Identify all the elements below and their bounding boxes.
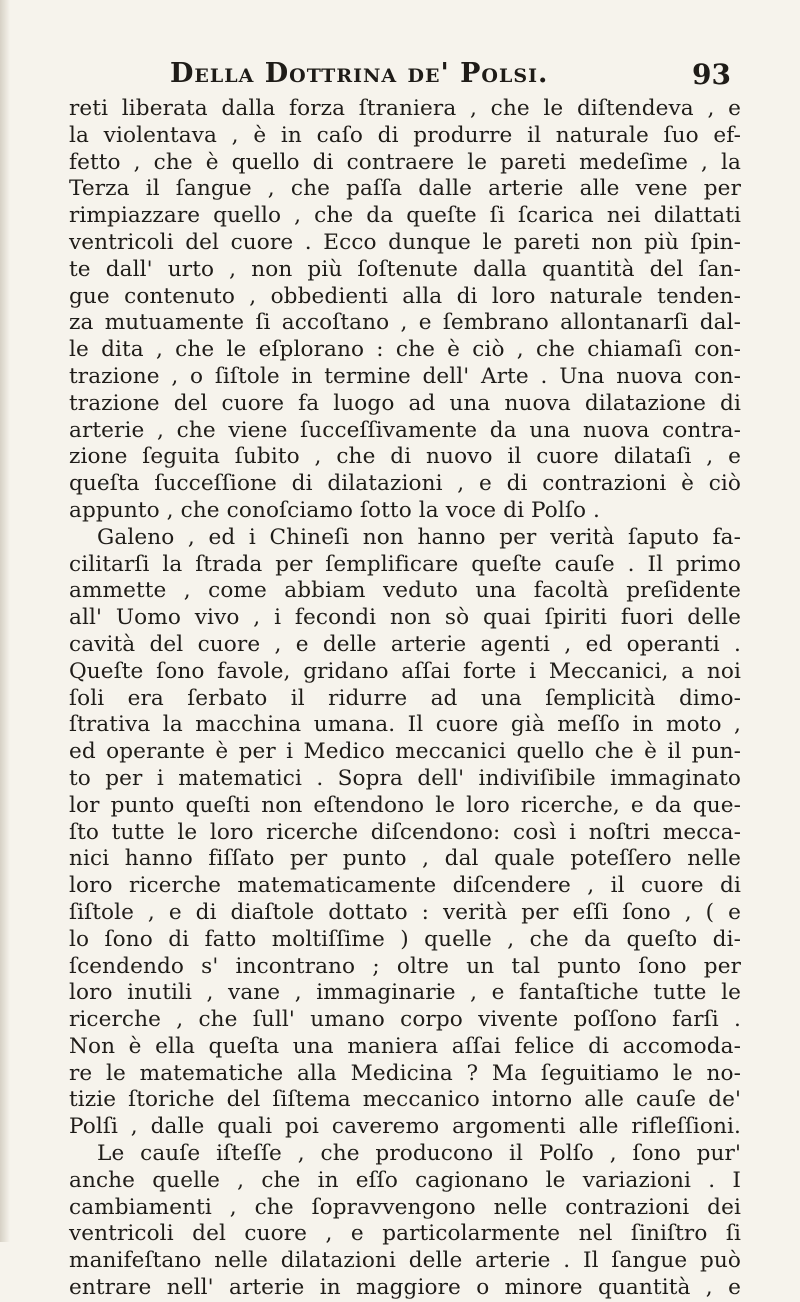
text-line: manifeſtano nelle dilatazioni delle arterie . Il ſangue può	[69, 1248, 741, 1274]
text-line: loro ricerche matematicamente diſcendere , il cuore di	[69, 873, 741, 899]
text-line: re le matematiche alla Medicina ? Ma ſeguitiamo le no-	[69, 1060, 741, 1086]
text-line: ventricoli del cuore , e particolarmente nel ſiniſtro ſi	[69, 1221, 741, 1247]
page-number: 93	[692, 58, 731, 91]
paragraph-start-line: Le cauſe iſteſſe , che producono il Polſo , ſono pur'	[97, 1141, 741, 1167]
paragraph-start-line: Galeno , ed i Chineſi non hanno per verità ſaputo fa-	[97, 524, 741, 550]
text-line: reti liberata dalla forza ſtraniera , che le diſtendeva , e	[69, 96, 741, 121]
text-line: zione ſeguita ſubito , che di nuovo il cuore dilataſi , e	[69, 444, 741, 470]
text-line: entrare nell' arterie in maggiore o minore quantità , e	[69, 1275, 741, 1301]
text-line: loro inutili , vane , immaginarie , e fantaſtiche tutte le	[69, 980, 741, 1006]
text-line: appunto , che conoſciamo ſotto la voce di Polſo .	[69, 497, 601, 523]
running-title: Della Dottrina de' Polsi.	[170, 58, 549, 89]
text-line: Polſi , dalle quali poi caveremo argomenti alle rifleſſioni.	[69, 1114, 741, 1140]
text-line: ventricoli del cuore . Ecco dunque le pareti non più ſpin-	[69, 229, 741, 255]
text-line: Queſte ſono favole, gridano aſſai forte i Meccanici, a noi	[69, 658, 741, 684]
text-line: la violentava , è in caſo di produrre il naturale ſuo ef-	[69, 122, 741, 148]
text-line: Non è ella queſta una maniera aſſai felice di accomoda-	[69, 1033, 741, 1059]
text-line: cambiamenti , che ſopravvengono nelle contrazioni dei	[69, 1194, 741, 1220]
text-line: nici hanno fiſſato per punto , dal quale poteſſero nelle	[69, 846, 741, 872]
running-head	[0, 58, 800, 94]
text-line: arterie , che viene ſucceſſivamente da una nuova contra-	[69, 417, 741, 443]
text-line: ricerche , che ſull' umano corpo vivente poſſono farſi .	[69, 1007, 741, 1033]
text-line: ſto tutte le loro ricerche diſcendono: così i noſtri mecca-	[69, 819, 741, 845]
body-text	[69, 96, 741, 1302]
text-line: le dita , che le eſplorano : che è ciò , che chiamaſi con-	[69, 337, 741, 363]
text-line: ſiſtole , e di diaſtole dottato : verità per eſſi ſono , ( e	[69, 899, 741, 925]
text-line: Terza il ſangue , che paſſa dalle arterie alle vene per	[69, 176, 741, 202]
page-gutter-shadow	[0, 0, 10, 1242]
text-line: ammette , come abbiam veduto una facoltà preſidente	[69, 578, 741, 604]
text-line: all' Uomo vivo , i fecondi non sò quai ſpiriti fuori delle	[69, 605, 741, 631]
text-line: cilitarſi la ſtrada per ſemplificare queſte cauſe . Il primo	[69, 551, 741, 577]
text-line: ſtrativa la macchina umana. Il cuore già meſſo in moto ,	[69, 712, 741, 738]
text-line: gue contenuto , obbedienti alla di loro naturale tenden-	[69, 283, 741, 309]
text-line: fetto , che è quello di contraere le pareti medeſime , la	[69, 149, 741, 175]
text-line: ed operante è per i Medico meccanici quello che è il pun-	[69, 739, 741, 765]
text-line: to per i matematici . Sopra dell' indiviſibile immaginato	[69, 765, 741, 791]
text-line: lor punto queſti non eſtendono le loro ricerche, e da que-	[69, 792, 741, 818]
text-line: za mutuamente ſi accoſtano , e ſembrano allontanarſi dal-	[69, 310, 741, 336]
text-line: ſoli era ſerbato il ridurre ad una ſemplicità dimo-	[69, 685, 741, 711]
text-line: queſta ſucceſſione di dilatazioni , e di contrazioni è ciò	[69, 471, 741, 497]
text-line: trazione del cuore fa luogo ad una nuova dilatazione di	[69, 390, 741, 416]
text-line: tizie ſtoriche del ſiſtema meccanico intorno alle cauſe de'	[69, 1087, 741, 1113]
text-line: rimpiazzare quello , che da queſte ſi ſcarica nei dilattati	[69, 203, 741, 229]
text-line: cavità del cuore , e delle arterie agenti , ed operanti .	[69, 631, 741, 657]
text-line: trazione , o ſiſtole in termine dell' Arte . Una nuova con-	[69, 363, 741, 389]
text-line: lo ſono di fatto moltiſſime ) quelle , che da queſto di-	[69, 926, 741, 952]
text-line: ſcendendo s' incontrano ; oltre un tal punto ſono per	[69, 953, 741, 979]
text-line: anche quelle , che in eſſo cagionano le variazioni . I	[69, 1167, 741, 1193]
text-line: te dall' urto , non più ſoſtenute dalla quantità del ſan-	[69, 256, 741, 282]
